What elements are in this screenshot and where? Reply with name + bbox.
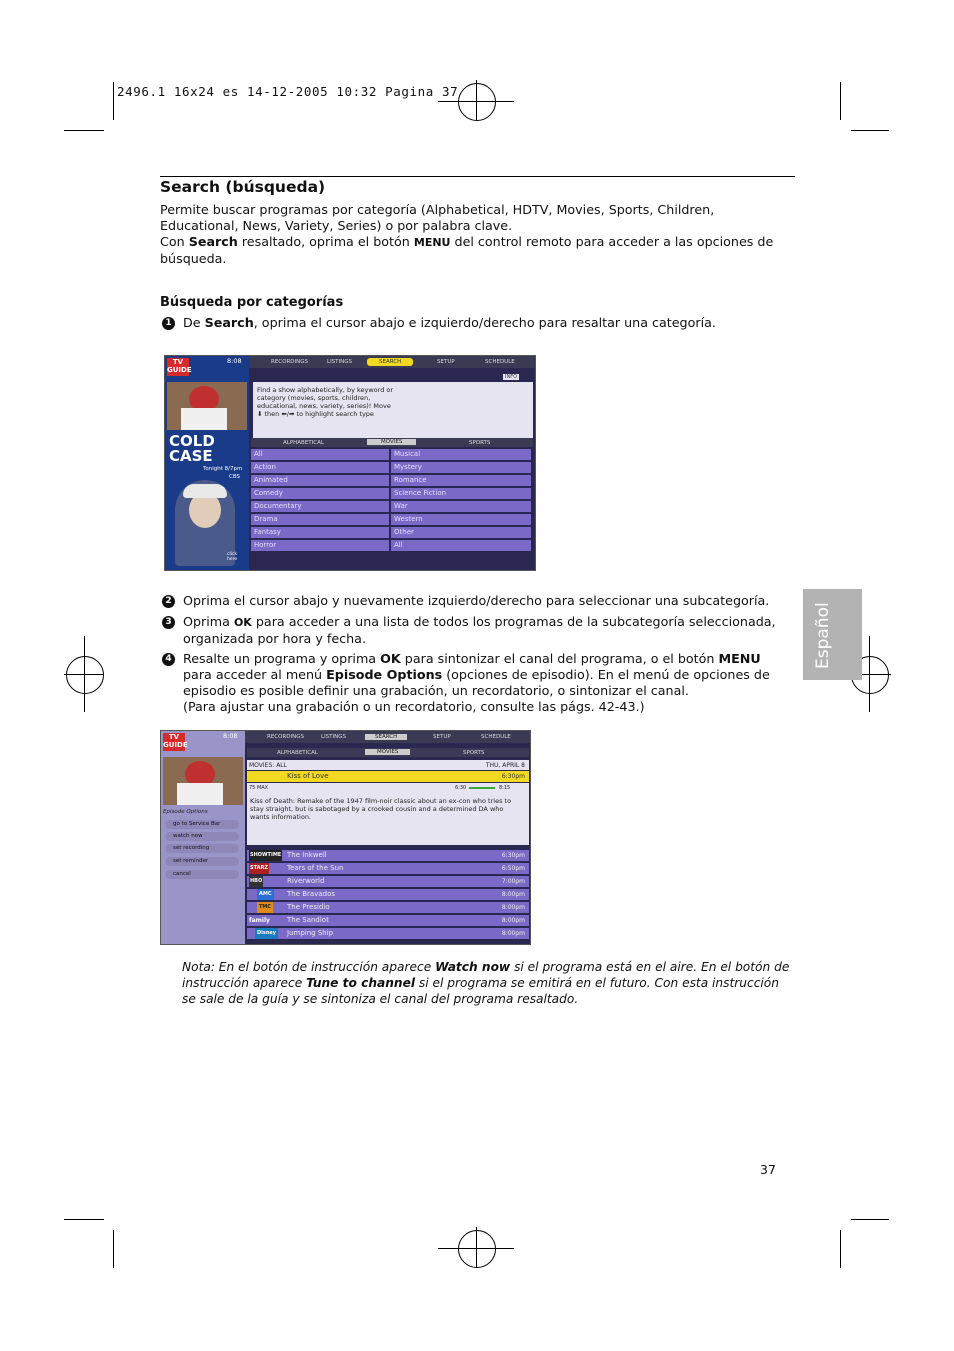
- progress-start: 6:30: [455, 785, 467, 791]
- print-slug: 2496.1 16x24 es 14-12-2005 10:32 Pagina 37: [117, 84, 459, 99]
- step-number: 1: [162, 317, 175, 330]
- category-item[interactable]: Science Fiction: [391, 488, 531, 499]
- subheading: Búsqueda por categorías: [160, 295, 344, 310]
- actress-image: [175, 480, 235, 566]
- program-row[interactable]: TMC The Presidio 8:00pm: [247, 902, 529, 913]
- subtab-alphabetical[interactable]: ALPHABETICAL: [277, 750, 318, 756]
- language-tab: Español: [803, 589, 862, 680]
- page-number: 37: [760, 1162, 776, 1177]
- list-date: THU, APRIL 8: [485, 762, 525, 769]
- menu-go-to-service-bar[interactable]: go to Service Bar: [165, 820, 239, 829]
- program-row[interactable]: HBO Riverworld 7:00pm: [247, 876, 529, 887]
- program-row[interactable]: Disney Jumping Ship 8:00pm: [247, 928, 529, 939]
- crop-mark: [64, 130, 104, 131]
- step-number: 3: [162, 616, 175, 629]
- promo-time: Tonight 8/7pm: [203, 466, 243, 472]
- subtab-sports[interactable]: SPORTS: [469, 440, 491, 446]
- promo-network: CBS: [229, 474, 241, 480]
- category-item[interactable]: Animated: [251, 475, 389, 486]
- category-item[interactable]: Action: [251, 462, 389, 473]
- tab-setup[interactable]: SETUP: [437, 359, 455, 365]
- step-number: 4: [162, 653, 175, 666]
- category-item[interactable]: Documentary: [251, 501, 389, 512]
- tv-guide-logo: TV GUIDE: [163, 733, 188, 749]
- tab-schedule[interactable]: SCHEDULE: [485, 359, 515, 365]
- football-player-image: [167, 382, 247, 430]
- intro-paragraph: Permite buscar programas por categoría (Alphabetical, HDTV, Movies, Sports, Children, Educational, News, Variety, Series) o por palabra clave.: [160, 202, 715, 233]
- subtab-sports[interactable]: SPORTS: [463, 750, 485, 756]
- crop-mark: [64, 1219, 104, 1220]
- step-1-text: De Search, oprima el cursor abajo e izquierdo/derecho para resaltar una categoría.: [183, 315, 716, 330]
- category-item[interactable]: Western: [391, 514, 531, 525]
- crop-mark: [840, 82, 841, 120]
- tab-recordings[interactable]: RECORDINGS: [271, 359, 309, 365]
- tab-listings[interactable]: LISTINGS: [327, 359, 353, 365]
- category-item[interactable]: Mystery: [391, 462, 531, 473]
- program-row[interactable]: family The Sandlot 8:00pm: [247, 915, 529, 926]
- main-tab-bar: [227, 356, 535, 368]
- search-help-text: Find a show alphabetically, by keyword or category (movies, sports, children, educational, news, variety, series)! Move ⬇ then ⬅/➡ to highlight search type: [253, 382, 533, 438]
- crop-mark: [851, 1219, 889, 1220]
- category-item[interactable]: Drama: [251, 514, 389, 525]
- tab-search[interactable]: SEARCH: [365, 734, 407, 740]
- category-item[interactable]: All: [391, 540, 531, 551]
- program-row[interactable]: SHOWTIME The Inkwell 6:30pm: [247, 850, 529, 861]
- page-title: Search (búsqueda): [160, 178, 326, 196]
- promo-click-here[interactable]: click here: [227, 552, 238, 562]
- category-item[interactable]: Romance: [391, 475, 531, 486]
- category-item[interactable]: Horror: [251, 540, 389, 551]
- note-paragraph: Nota: En el botón de instrucción aparece Watch now si el programa está en el aire. En el botón de instrucción aparece Tune to channel si el programa se emitirá en el futuro. Con esta instrucción se sale de la guía y se sintoniza el canal del programa resaltado.: [182, 960, 790, 1006]
- tv-guide-logo: TV GUIDE: [167, 358, 192, 374]
- step-3-text: Oprima OK para acceder a una lista de todos los programas de la subcategoría seleccionada, organizada por hora y fecha.: [183, 614, 776, 646]
- search-type-bar: [251, 438, 533, 447]
- promo-title: COLD CASE: [169, 432, 215, 465]
- crop-mark: [113, 1230, 114, 1268]
- tab-recordings[interactable]: RECORDINGS: [267, 734, 305, 740]
- menu-set-recording[interactable]: set recording: [165, 844, 239, 853]
- tv-guide-screenshot-episode-options: [160, 730, 531, 945]
- info-button[interactable]: INFO: [505, 374, 518, 380]
- football-player-image: [163, 757, 243, 805]
- promo-panel: [165, 356, 249, 570]
- step-number: 2: [162, 595, 175, 608]
- category-item[interactable]: War: [391, 501, 531, 512]
- tab-listings[interactable]: LISTINGS: [321, 734, 347, 740]
- category-item[interactable]: Fantasy: [251, 527, 389, 538]
- main-tab-bar: [223, 731, 530, 743]
- subtab-movies[interactable]: MOVIES: [367, 439, 416, 445]
- tab-schedule[interactable]: SCHEDULE: [481, 734, 511, 740]
- section-rule: [160, 176, 795, 177]
- crop-mark: [840, 1230, 841, 1268]
- tv-guide-screenshot-search: [164, 355, 536, 571]
- selected-program-row[interactable]: Kiss of Love 6:30pm: [247, 771, 529, 782]
- progress-end: 8:15: [499, 785, 511, 791]
- subtab-movies[interactable]: MOVIES: [365, 749, 410, 755]
- channel-info: 75 MAX: [249, 785, 269, 791]
- list-header: MOVIES: ALL THU, APRIL 8: [247, 760, 529, 770]
- progress-bar: [469, 787, 495, 789]
- category-item[interactable]: Other: [391, 527, 531, 538]
- menu-cancel[interactable]: cancel: [165, 870, 239, 879]
- search-type-bar: [247, 748, 529, 757]
- tab-search[interactable]: SEARCH: [367, 358, 413, 366]
- step-2-text: Oprima el cursor abajo y nuevamente izquierdo/derecho para seleccionar una subcategoría.: [183, 593, 770, 608]
- program-row[interactable]: AMC The Bravados 8:00pm: [247, 889, 529, 900]
- clock: 8:08: [227, 357, 242, 365]
- category-item[interactable]: Comedy: [251, 488, 389, 499]
- step-4-text: Resalte un programa y oprima OK para sintonizar el canal del programa, o el botón MENU para acceder al menú Episode Options (opciones de episodio). En el menú de opciones de episodio es posible definir una grabación, un recordatorio, o sintonizar el canal. (Para ajustar una grabación o un recordatorio, consulte las págs. 42-43.): [183, 651, 770, 714]
- crop-mark: [851, 130, 889, 131]
- crop-mark: [113, 82, 114, 120]
- tab-setup[interactable]: SETUP: [433, 734, 451, 740]
- menu-set-reminder[interactable]: set reminder: [165, 857, 239, 866]
- subtab-alphabetical[interactable]: ALPHABETICAL: [283, 440, 324, 446]
- menu-watch-now[interactable]: watch now: [165, 832, 239, 841]
- episode-options-panel: [161, 731, 245, 944]
- clock: 8:08: [223, 732, 238, 740]
- intro-paragraph-2: Con Search resaltado, oprima el botón MENU del control remoto para acceder a las opciones de búsqueda.: [160, 234, 774, 266]
- category-item[interactable]: Musical: [391, 449, 531, 460]
- category-item[interactable]: All: [251, 449, 389, 460]
- program-description: Kiss of Death: Remake of the 1947 film-noir classic about an ex-con who tries to stay straight, but is sabotaged by a crooked cousin and a determined DA who wants information.: [250, 797, 512, 821]
- program-row[interactable]: STARZ Tears of the Sun 6:50pm: [247, 863, 529, 874]
- program-details: [247, 783, 529, 845]
- menu-title: Episode Options: [163, 809, 208, 815]
